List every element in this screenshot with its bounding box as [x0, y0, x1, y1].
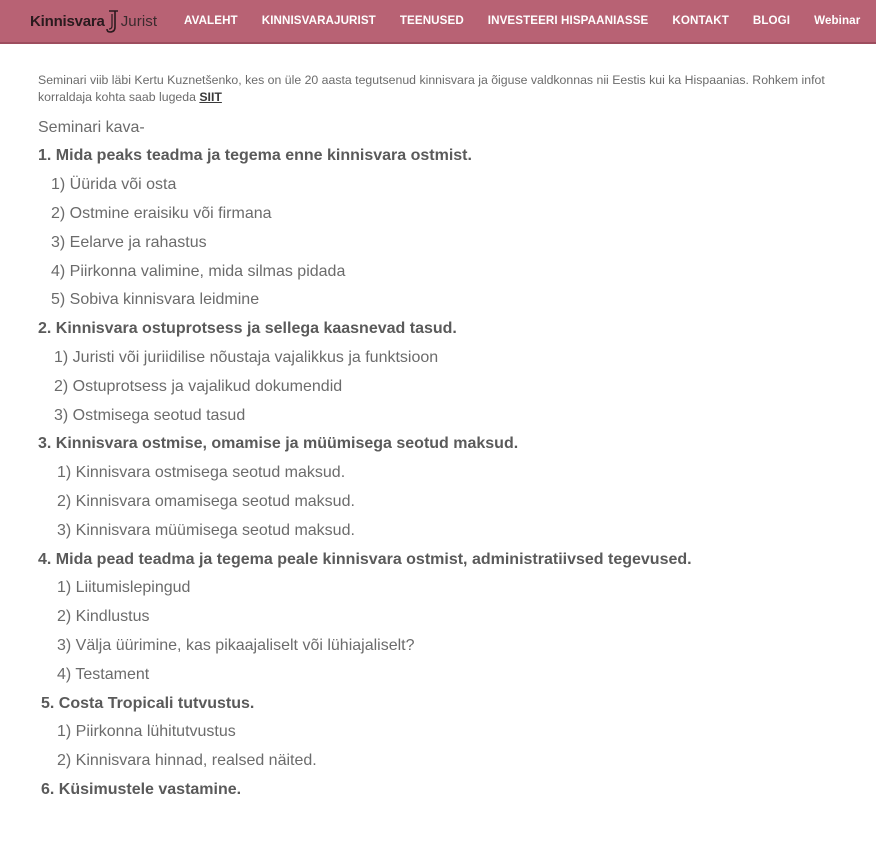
nav-item-blogi[interactable]: BLOGI [752, 13, 791, 27]
agenda-label: Seminari kava- [38, 119, 145, 136]
main-nav [184, 0, 860, 40]
section-title-3: 3. Kinnisvara ostmise, omamise ja müümisega seotud maksud. [38, 435, 519, 452]
section-title-5: 5. Costa Tropicali tutvustus. [41, 695, 255, 712]
list-item: 3) Eelarve ja rahastus [51, 234, 207, 251]
intro-link-siit[interactable]: SIIT [199, 89, 222, 104]
section-title-2: 2. Kinnisvara ostuprotsess ja sellega kaasnevad tasud. [38, 320, 457, 337]
list-item: 3) Välja üürimine, kas pikaajaliselt või lühiajaliselt? [57, 637, 415, 654]
list-item: 1) Liitumislepingud [57, 579, 191, 596]
list-item: 4) Testament [57, 666, 150, 683]
list-item: 5) Sobiva kinnisvara leidmine [51, 291, 260, 308]
nav-item-investeeri-hispaaniasse[interactable]: INVESTEERI HISPAANIASSE [487, 13, 649, 27]
list-item: 2) Ostuprotsess ja vajalikud dokumendid [54, 378, 343, 395]
section-title-6: 6. Küsimustele vastamine. [41, 781, 242, 798]
nav-item-avaleht[interactable]: AVALEHT [184, 13, 238, 27]
intro-paragraph [38, 72, 858, 105]
list-item: 2) Kinnisvara hinnad, realsed näited. [57, 752, 317, 769]
list-item: 1) Juristi või juriidilise nõustaja vajalikkus ja funktsioon [54, 349, 439, 366]
list-item: 2) Ostmine eraisiku või firmana [51, 205, 272, 222]
list-item: 3) Ostmisega seotud tasud [54, 407, 246, 424]
nav-item-kinnisvarajurist[interactable]: KINNISVARAJURIST [261, 13, 376, 27]
section-title-4: 4. Mida pead teadma ja tegema peale kinnisvara ostmist, administratiivsed tegevused. [38, 551, 692, 568]
list-item: 4) Piirkonna valimine, mida silmas pidada [51, 263, 346, 280]
list-item: 2) Kinnisvara omamisega seotud maksud. [57, 493, 355, 510]
logo-mark-icon [106, 8, 120, 34]
list-item: 1) Kinnisvara ostmisega seotud maksud. [57, 464, 346, 481]
list-item: 1) Üürida või osta [51, 176, 177, 193]
section-title-1: 1. Mida peaks teadma ja tegema enne kinnisvara ostmist. [38, 147, 472, 164]
list-item: 1) Piirkonna lühitutvustus [57, 723, 236, 740]
top-navbar [0, 0, 876, 44]
list-item: 3) Kinnisvara müümisega seotud maksud. [57, 522, 355, 539]
logo-text-jurist: Jurist [120, 12, 158, 30]
nav-item-webinar[interactable]: Webinar [814, 13, 861, 27]
main-content [38, 72, 858, 105]
intro-text: Seminari viib läbi Kertu Kuznetšenko, kes on üle 20 aasta tegutsenud kinnisvara ja õiguse valdkonnas nii Eestis kui ka Hispaanias. Rohkem infot korraldaja kohta saab lugeda [38, 73, 825, 104]
logo-text-kinnisvara: Kinnisvara [30, 12, 105, 30]
nav-item-teenused[interactable]: TEENUSED [399, 13, 464, 27]
nav-item-kontakt[interactable]: KONTAKT [672, 13, 729, 27]
list-item: 2) Kindlustus [57, 608, 150, 625]
site-logo[interactable] [30, 8, 157, 34]
